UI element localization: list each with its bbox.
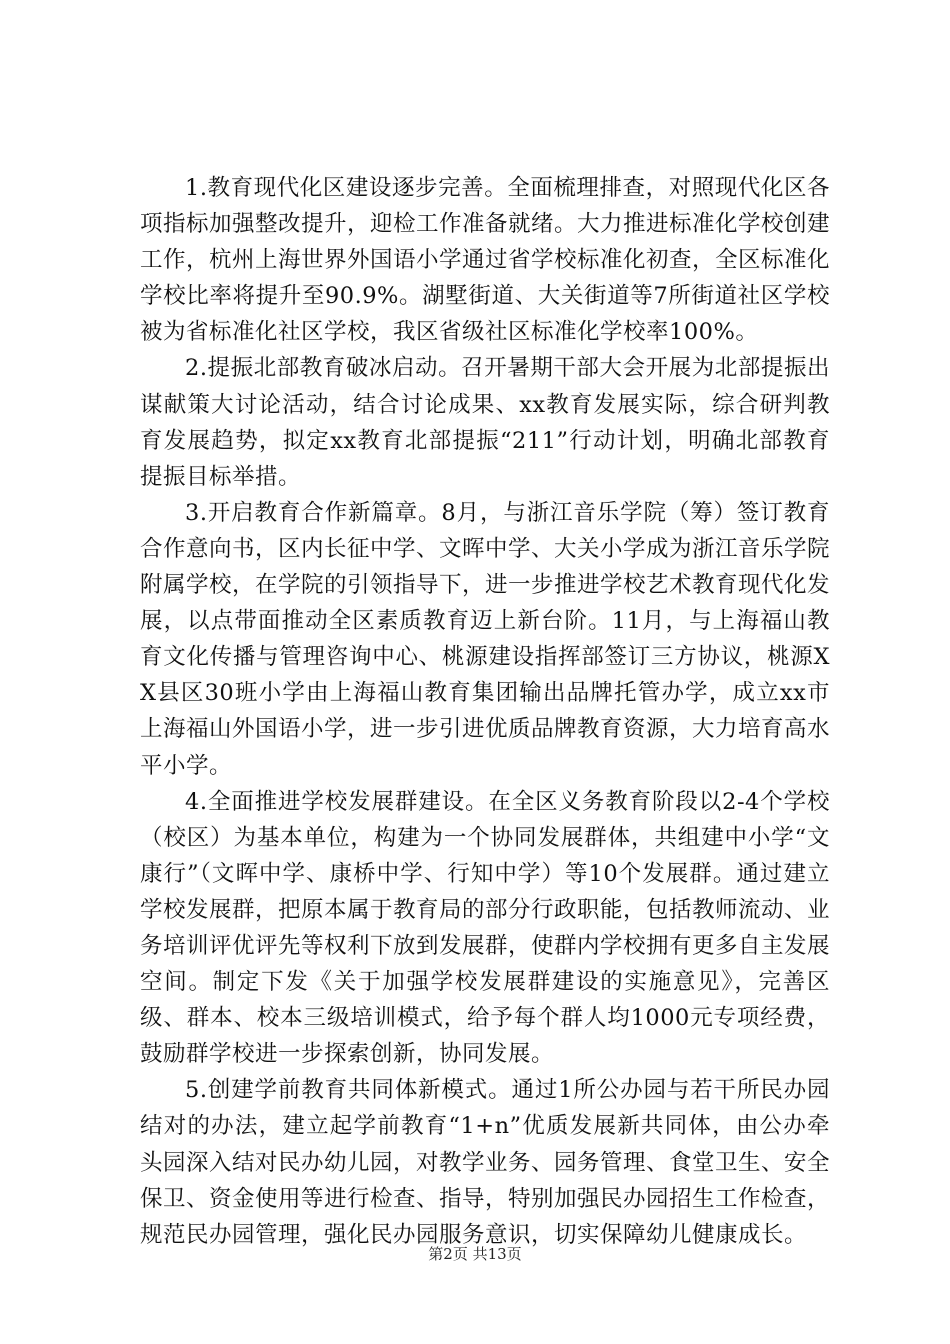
document-body <box>140 170 830 1253</box>
paragraph-education-modernization: 1.教育现代化区建设逐步完善。全面梳理排查，对照现代化区各项指标加强整改提升，迎检工作准备就绪。大力推进标准化学校创建工作，杭州上海世界外国语小学通过省学校标准化初查，全区标准化学校比率将提升至90.9%。湖墅街道、大关街道等7所街道社区学校被为省标准化社区学校，我区省级社区标准化学校率100%。 <box>140 175 831 346</box>
paragraph-school-development-groups: 4.全面推进学校发展群建设。在全区义务教育阶段以2-4个学校（校区）为基本单位，构建为一个协同发展群体，共组建中小学“文康行”（文晖中学、康桥中学、行知中学）等10个发展群。通过建立学校发展群，把原本属于教育局的部分行政职能，包括教师流动、业务培训评优评先等权利下放到发展群，使群内学校拥有更多自主发展空间。制定下发《关于加强学校发展群建设的实施意见》，完善区级、群本、校本三级培训模式，给予每个群人均1000元专项经费，鼓励群学校进一步探索创新，协同发展。 <box>140 788 831 1068</box>
paragraph-education-cooperation: 3.开启教育合作新篇章。8月，与浙江音乐学院（筹）签订教育合作意向书，区内长征中学、文晖中学、大关小学成为浙江音乐学院附属学校，在学院的引领指导下，进一步推进学校艺术教育现代化发展，以点带面推动全区素质教育迈上新台阶。11月，与上海福山教育文化传播与管理咨询中心、桃源建设指挥部签订三方协议，桃源XX县区30班小学由上海福山教育集团输出品牌托管办学，成立xx市上海福山外国语小学，进一步引进优质品牌教育资源，大力培育高水平小学。 <box>140 499 831 779</box>
paragraph-preschool-community: 5.创建学前教育共同体新模式。通过1所公办园与若干所民办园结对的办法，建立起学前教育“1+n”优质发展新共同体，由公办牵头园深入结对民办幼儿园，对教学业务、园务管理、食堂卫生、安全保卫、资金使用等进行检查、指导，特别加强民办园招生工作检查，规范民办园管理，强化民办园服务意识，切实保障幼儿健康成长。 <box>140 1077 831 1248</box>
page-number-footer: 第2页 共13页 <box>428 1245 522 1263</box>
paragraph-north-revitalization: 2.提振北部教育破冰启动。召开暑期干部大会开展为北部提振出谋献策大讨论活动，结合讨论成果、xx教育发展实际，综合研判教育发展趋势，拟定xx教育北部提振“211”行动计划，明确北部教育提振目标举措。 <box>140 355 830 490</box>
